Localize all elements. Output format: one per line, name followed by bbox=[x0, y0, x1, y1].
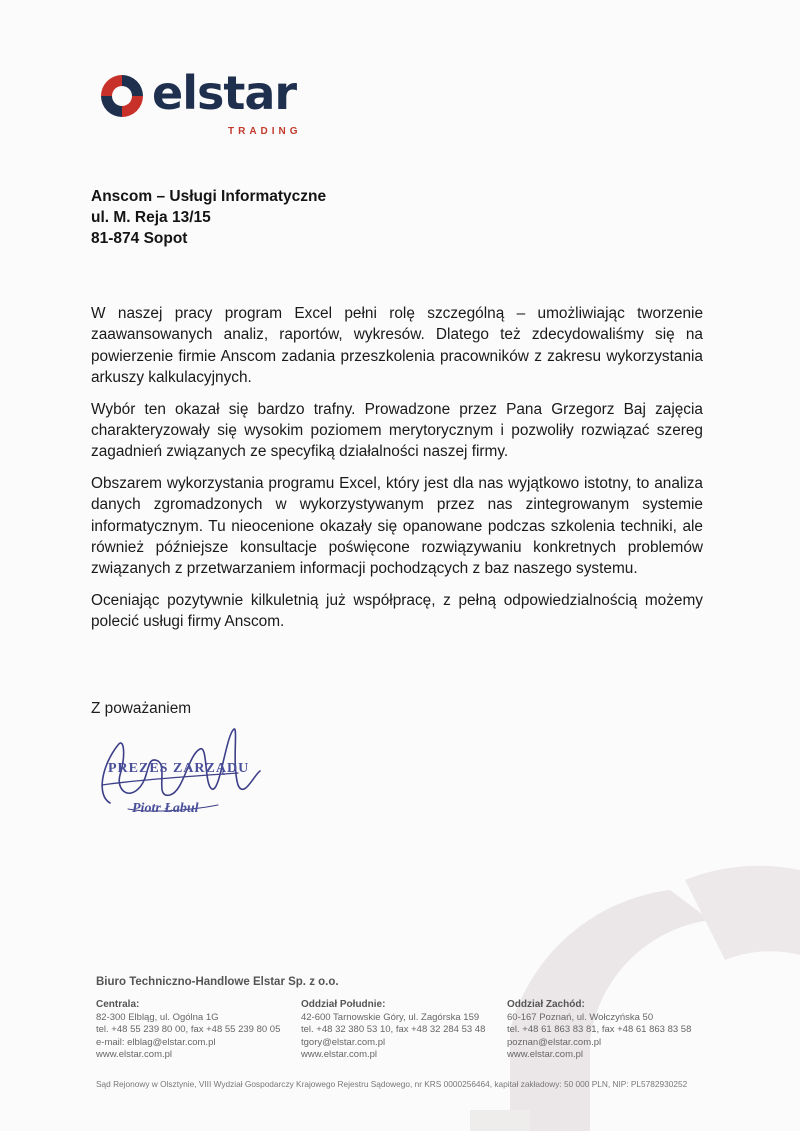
watermark-logo-icon bbox=[470, 860, 800, 1131]
body-paragraph: Oceniając pozytywnie kilkuletnią już współpracę, z pełną odpowiedzialnością możemy polecić usługi firmy Anscom. bbox=[91, 591, 703, 631]
branch-email: poznan@elstar.com.pl bbox=[507, 1036, 602, 1048]
body-paragraph: Obszarem wykorzystania programu Excel, który jest dla nas wyjątkowo istotny, to analiza danych zgromadzonych w wykorzystywanym przez nas zintegrowanym systemie informatycznym. Tu nieocenione okazały się opanowane podczas szkolenia techniki, ale również późniejsze konsultacje poświęcone rozwiązywaniu konkretnych problemów związanych z przetwarzaniem informacji pochodzących z baz naszego systemu. bbox=[91, 474, 703, 578]
footer-branch-west bbox=[507, 999, 691, 1062]
footer-legal-info: Sąd Rejonowy w Olsztynie, VIII Wydział Gospodarczy Krajowego Rejestru Sądowego, nr KRS 0000256464, kapitał zakładowy: 50 000 PLN, NIP: PL5782930252 bbox=[96, 1079, 688, 1089]
branch-phone: tel. +48 61 863 83 81, fax +48 61 863 83 58 bbox=[507, 1024, 692, 1035]
logo-subtitle: TRADING bbox=[228, 126, 302, 137]
branch-email: tgory@elstar.com.pl bbox=[301, 1036, 386, 1048]
recipient-name: Anscom – Usługi Informatyczne bbox=[91, 188, 327, 205]
body-paragraph: W naszej pracy program Excel pełni rolę szczególną – umożliwiając tworzenie zaawansowanych analiz, raportów, wykresów. Dlatego też zdecydowaliśmy się na powierzenie firmie Anscom zadania przeszkolenia pracowników z zakresu wykorzystania arkuszy kalkulacyjnych. bbox=[91, 305, 703, 387]
branch-address: 82-300 Elbląg, ul. Ogólna 1G bbox=[96, 1011, 219, 1023]
stamp-name: Piotr Łabul bbox=[132, 801, 199, 816]
closing-salutation: Z poważaniem bbox=[91, 700, 192, 717]
footer-branch-south bbox=[301, 999, 485, 1062]
signature-block bbox=[88, 725, 288, 835]
branch-title: Oddział Południe: bbox=[301, 999, 386, 1010]
body-paragraph: Wybór ten okazał się bardzo trafny. Prowadzone przez Pana Grzegorz Baj zajęcia charakteryzowały się wysokim poziomem merytorycznym i pozwoliły rozwiązać szereg zagadnień związanych ze specyfiką działalności naszej firmy. bbox=[91, 400, 703, 461]
recipient-city: 81-874 Sopot bbox=[91, 230, 188, 247]
branch-phone: tel. +48 55 239 80 00, fax +48 55 239 80 05 bbox=[96, 1024, 281, 1035]
letter-body bbox=[91, 303, 703, 643]
branch-website: www.elstar.com.pl bbox=[301, 1049, 378, 1060]
footer-company-name: Biuro Techniczno-Handlowe Elstar Sp. z o.o. bbox=[96, 976, 339, 988]
branch-title: Oddział Zachód: bbox=[507, 999, 585, 1010]
branch-address: 60-167 Poznań, ul. Wołczyńska 50 bbox=[507, 1011, 654, 1023]
branch-website: www.elstar.com.pl bbox=[507, 1049, 584, 1060]
elstar-logo-mark-icon bbox=[98, 72, 146, 120]
branch-website: www.elstar.com.pl bbox=[96, 1049, 173, 1060]
branch-title: Centrala: bbox=[96, 999, 140, 1010]
branch-phone: tel. +48 32 380 53 10, fax +48 32 284 53 48 bbox=[301, 1024, 486, 1035]
footer-branch-headquarters bbox=[96, 999, 280, 1062]
logo-wordmark: elstar bbox=[152, 66, 297, 120]
branch-address: 42-600 Tarnowskie Góry, ul. Zagórska 159 bbox=[301, 1011, 480, 1023]
stamp-title: PREZES ZARZĄDU bbox=[108, 761, 250, 776]
handwritten-signature-icon bbox=[88, 725, 288, 835]
recipient-street: ul. M. Reja 13/15 bbox=[91, 209, 211, 226]
recipient-address bbox=[91, 186, 326, 249]
branch-email: e-mail: elblag@elstar.com.pl bbox=[96, 1036, 216, 1048]
